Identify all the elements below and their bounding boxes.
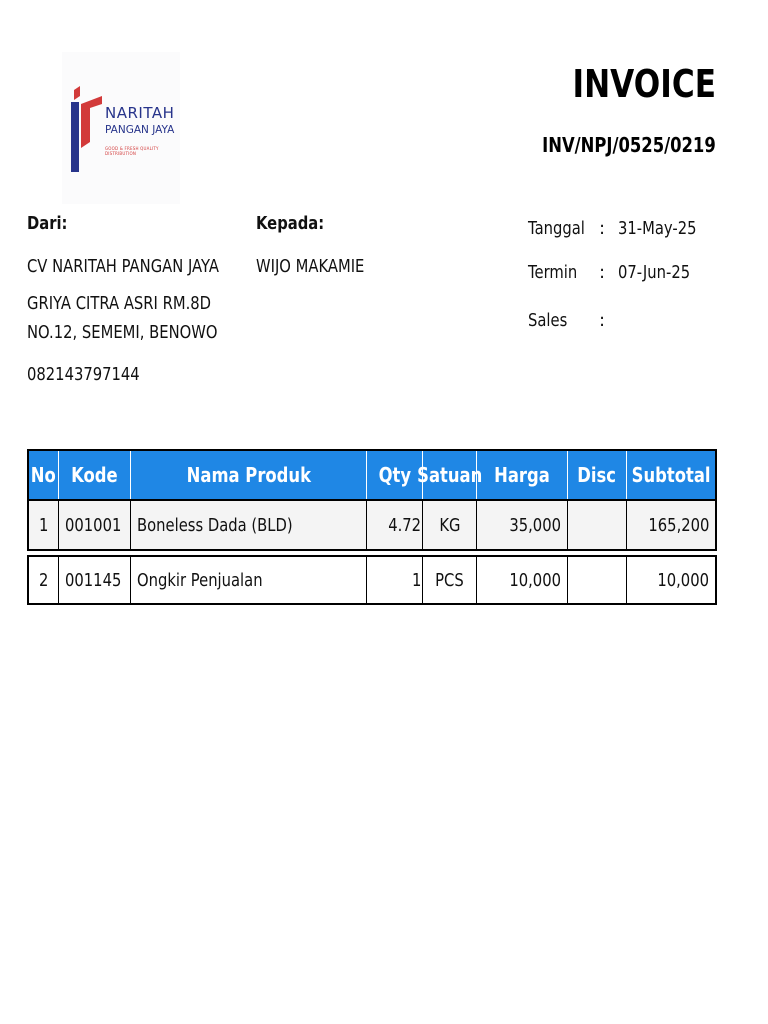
meta-sales-sep: : [599,310,606,331]
from-address-line1: GRIYA CITRA ASRI RM.8D [27,293,212,314]
cell-no: 2 [29,557,59,603]
meta-sales-label: Sales [528,310,568,331]
cell-subtotal: 165,200 [647,514,709,536]
from-phone: 082143797144 [27,364,140,385]
table-row [27,499,717,551]
cell-satuan: KG [423,501,477,549]
col-header-subtotal: Subtotal [631,463,711,487]
logo-name: NARITAH [105,104,175,122]
meta-date-sep: : [599,218,606,239]
cell-disc [568,557,627,603]
meta-due-value: 07-Jun-25 [618,262,691,283]
col-header-qty: Qty [367,451,423,499]
meta-due-label: Termin [528,262,578,283]
meta-date-label: Tanggal [528,218,585,239]
cell-kode: 001001 [59,501,131,549]
cell-kode: 001145 [59,557,131,603]
col-header-disc: Disc [568,451,627,499]
naritah-logo-mark [68,82,104,174]
cell-disc [568,501,627,549]
invoice-title: INVOICE [572,62,716,106]
company-logo [62,52,180,204]
col-header-harga: Harga [477,451,568,499]
to-customer: WIJO MAKAMIE [256,256,365,277]
from-address-line2: NO.12, SEMEMI, BENOWO [27,322,218,343]
from-company: CV NARITAH PANGAN JAYA [27,256,219,277]
cell-harga: 35,000 [477,501,568,549]
cell-no: 1 [29,501,59,549]
invoice-items-table [27,449,717,605]
cell-satuan: PCS [423,557,477,603]
from-heading: Dari: [27,213,68,234]
col-header-kode: Kode [59,451,131,499]
table-header-row [27,449,717,499]
cell-nama-produk: Ongkir Penjualan [131,557,367,603]
cell-qty: 1 [367,557,423,603]
logo-tagline: GOOD & FRESH QUALITY DISTRIBUTION [105,146,159,156]
to-heading: Kepada: [256,213,325,234]
cell-subtotal: 10,000 [657,569,709,591]
col-header-satuan: Satuan [423,451,477,499]
col-header-nama-produk: Nama Produk [131,451,367,499]
cell-nama-produk: Boneless Dada (BLD) [131,501,367,549]
cell-harga: 10,000 [477,557,568,603]
col-header-no: No [29,451,59,499]
meta-due-sep: : [599,262,606,283]
logo-subtitle: PANGAN JAYA [105,124,175,136]
cell-qty: 4.72 [367,501,423,549]
meta-date-value: 31-May-25 [618,218,697,239]
invoice-number: INV/NPJ/0525/0219 [542,133,716,157]
table-row [27,555,717,605]
